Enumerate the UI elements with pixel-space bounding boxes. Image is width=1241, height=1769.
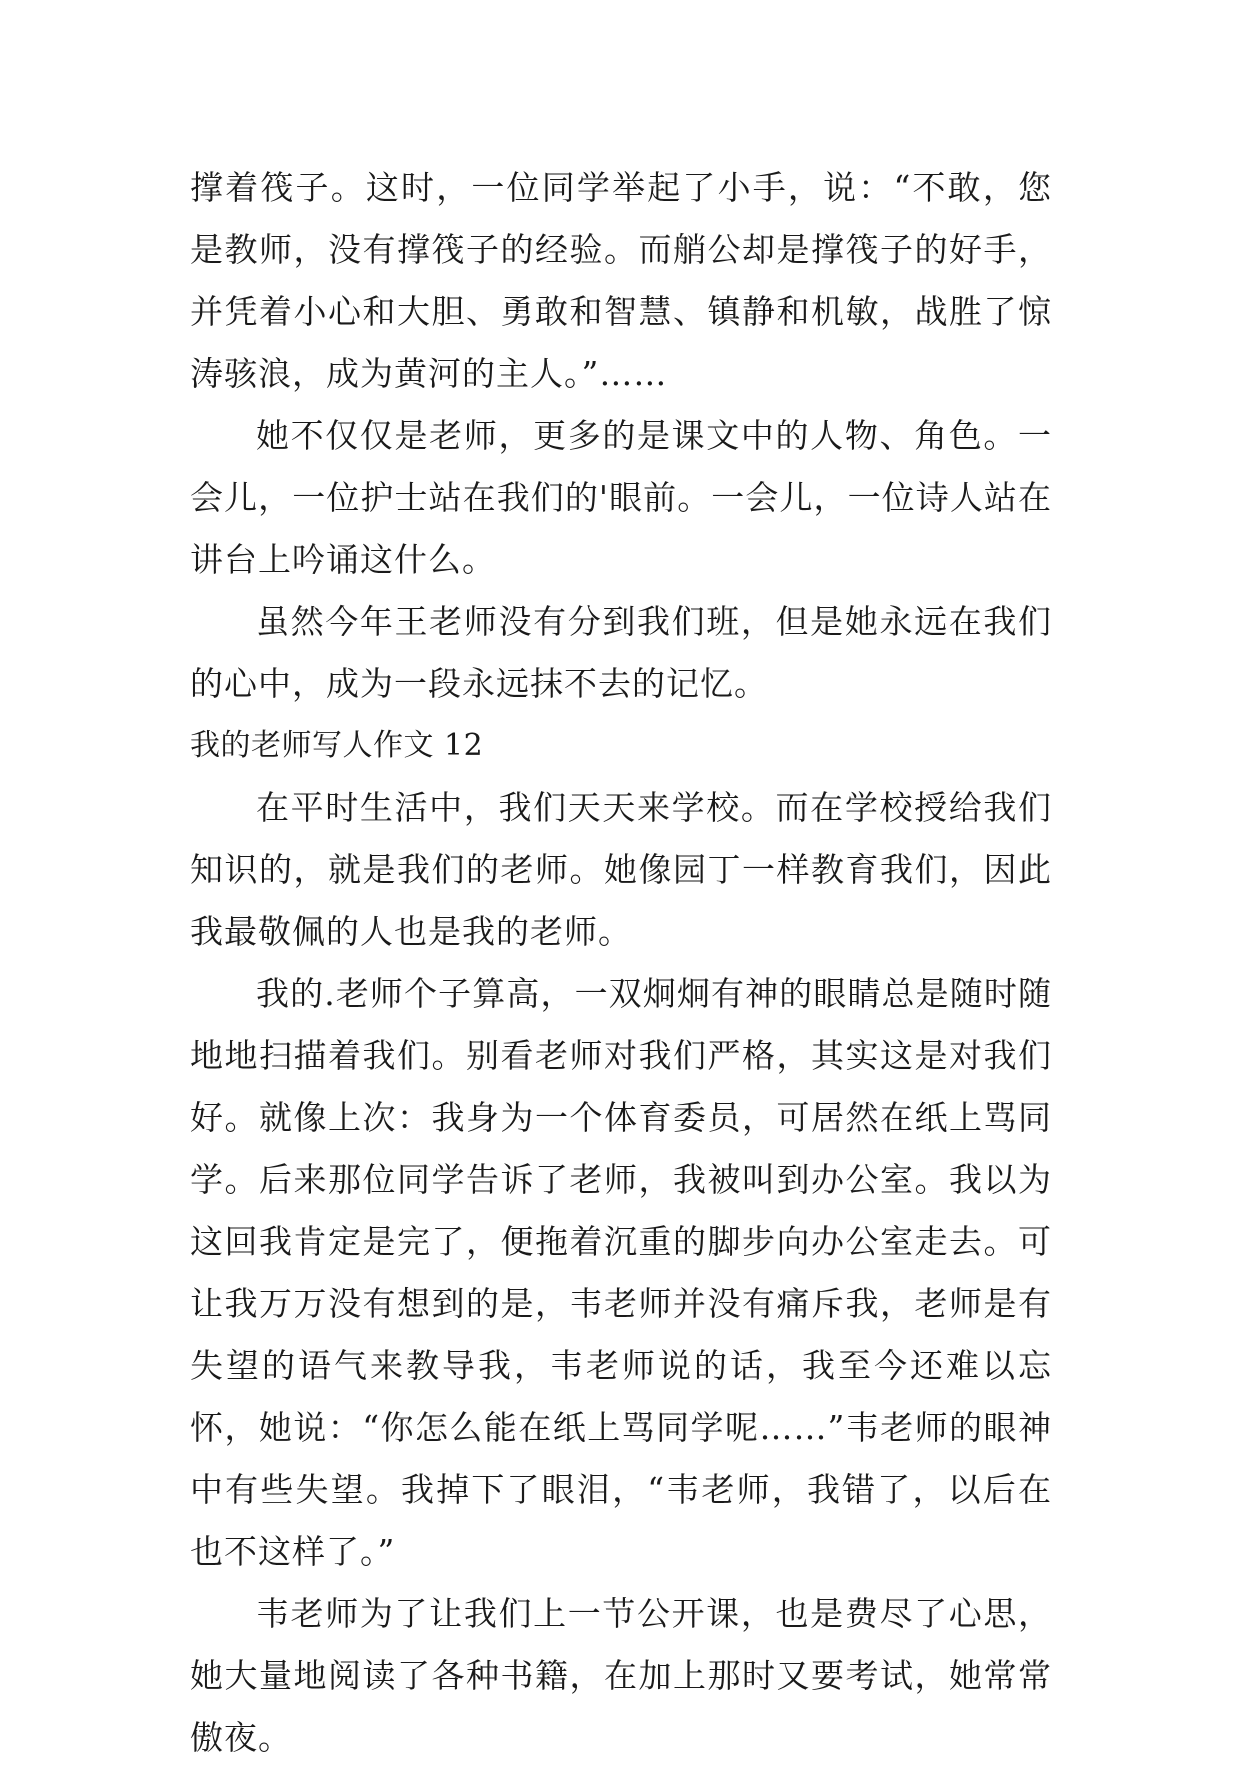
paragraph-teacher-story: 我的.老师个子算高，一双炯炯有神的眼睛总是随时随地地扫描着我们。别看老师对我们严格，其实这是对我们好。就像上次：我身为一个体育委员，可居然在纸上骂同学。后来那位同学告诉了老师，我被叫到办公室。我以为这回我肯定是完了，便拖着沉重的脚步向办公室走去。可让我万万没有想到的是，韦老师并没有痛斥我，老师是有失望的语气来教导我，韦老师说的话，我至今还难以忘怀，她说：“你怎么能在纸上骂同学呢……”韦老师的眼神中有些失望。我掉下了眼泪，“韦老师，我错了，以后在也不这样了。” <box>190 974 1052 1571</box>
paragraph-school-intro: 在平时生活中，我们天天来学校。而在学校授给我们知识的，就是我们的老师。她像园丁一样教育我们，因此我最敬佩的人也是我的老师。 <box>190 788 1052 951</box>
essay-heading: 我的老师写人作文 12 <box>190 728 484 763</box>
paragraph-continuation: 撑着筏子。这时，一位同学举起了小手，说：“不敢，您是教师，没有撑筏子的经验。而艄公却是撑筏子的好手，并凭着小心和大胆、勇敢和智慧、镇静和机敏，战胜了惊涛骇浪，成为黄河的主人。”…… <box>190 168 1052 393</box>
document-page <box>190 157 1052 1769</box>
paragraph-teacher-roles: 她不仅仅是老师，更多的是课文中的人物、角色。一会儿，一位护士站在我们的'眼前。一会儿，一位诗人站在讲台上吟诵这什么。 <box>190 416 1052 579</box>
paragraph-open-class: 韦老师为了让我们上一节公开课，也是费尽了心思，她大量地阅读了各种书籍，在加上那时又要考试，她常常傲夜。 <box>190 1594 1052 1757</box>
paragraph-memory: 虽然今年王老师没有分到我们班，但是她永远在我们的心中，成为一段永远抹不去的记忆。 <box>190 602 1052 703</box>
